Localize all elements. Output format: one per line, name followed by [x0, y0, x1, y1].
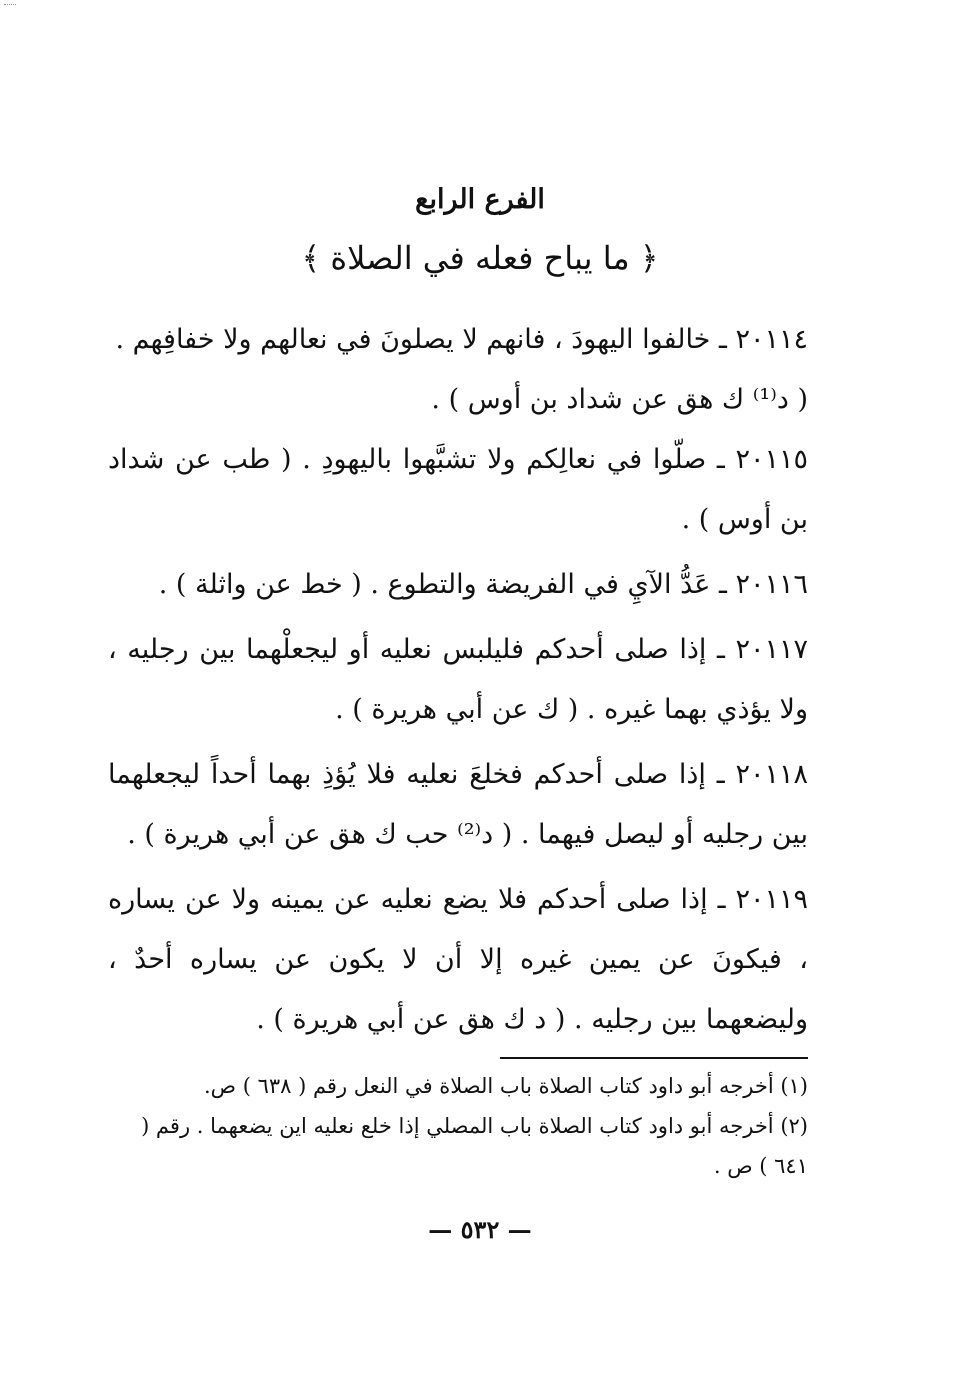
hadith-number: ٢٠١١٦: [735, 569, 808, 600]
footnote-2: (٢) أخرجه أبو داود كتاب الصلاة باب المصلي إذا خلع نعليه اين يضعهما . رقم ( ٦٤١ ) ص .: [141, 1114, 808, 1178]
hadith-entry: [108, 620, 808, 740]
hadith-number: ٢٠١١٥: [735, 444, 808, 475]
page-number: — ٥٣٢ —: [428, 1215, 532, 1244]
hadith-entry: [108, 430, 808, 550]
hadith-number: ٢٠١١٧: [735, 634, 808, 665]
hadith-text: إذا صلى أحدكم فلا يضع نعليه عن يمينه ولا عن يساره ، فيكونَ عن يمين غيره إلا أن لا يكون عن يساره أحدٌ ، وليضعهما بين رجليه . ( د ك هق عن أبي هريرة ) .: [108, 884, 808, 1035]
hadith-text: خالفوا اليهودَ ، فانهم لا يصلونَ في نعالهم ولا خفافِهم .: [115, 324, 711, 355]
hadith-entry: [108, 555, 808, 615]
hadith-text: إذا صلى أحدكم فخلعَ نعليه فلا يُؤذِ بهما أحداً ليجعلهما بين رجليه أو ليصل فيهما . ( د⁽²⁾ حب ك هق عن أبي هريرة ) .: [108, 759, 808, 850]
footnotes: [108, 1066, 808, 1186]
hadith-dash: ـ: [710, 324, 727, 355]
hadith-entry: [108, 310, 808, 430]
hadith-number: ٢٠١١٩: [735, 884, 808, 915]
hadith-dash: ـ: [706, 634, 725, 665]
hadith-number: ٢٠١١٨: [735, 759, 808, 790]
hadith-dash: ـ: [707, 884, 726, 915]
footnote-divider: [500, 1057, 808, 1059]
hadith-dash: ـ: [705, 759, 725, 790]
hadith-dash: ـ: [710, 569, 727, 600]
hadith-text: صلّوا في نعالِكم ولا تشبَّهوا باليهودِ . ( طب عن شداد بن أوس ) .: [108, 444, 808, 535]
hadith-number: ٢٠١١٤: [735, 324, 808, 355]
footnote-1: (١) أخرجه أبو داود كتاب الصلاة باب الصلاة في النعل رقم ( ٦٣٨ ) ص.: [203, 1074, 808, 1098]
hadith-source: ( د⁽¹⁾ ك هق عن شداد بن أوس ) .: [431, 384, 808, 415]
hadith-text: إذا صلى أحدكم فليلبس نعليه أو ليجعلْهما بين رجليه ، ولا يؤذي بهما غيره . ( ك عن أبي هريرة ) .: [108, 634, 808, 725]
hadith-entry: [108, 745, 808, 865]
hadith-entry: [108, 870, 808, 1050]
section-heading: الفرع الرابع: [415, 184, 545, 215]
hadith-text: عَدُّ الآيِ في الفريضة والتطوع . ( خط عن واثلة ) .: [158, 569, 711, 600]
hadith-dash: ـ: [706, 444, 725, 475]
scan-mark: [4, 4, 16, 5]
section-title: ﴿ ما يباح فعله في الصلاة ﴾: [301, 239, 659, 277]
